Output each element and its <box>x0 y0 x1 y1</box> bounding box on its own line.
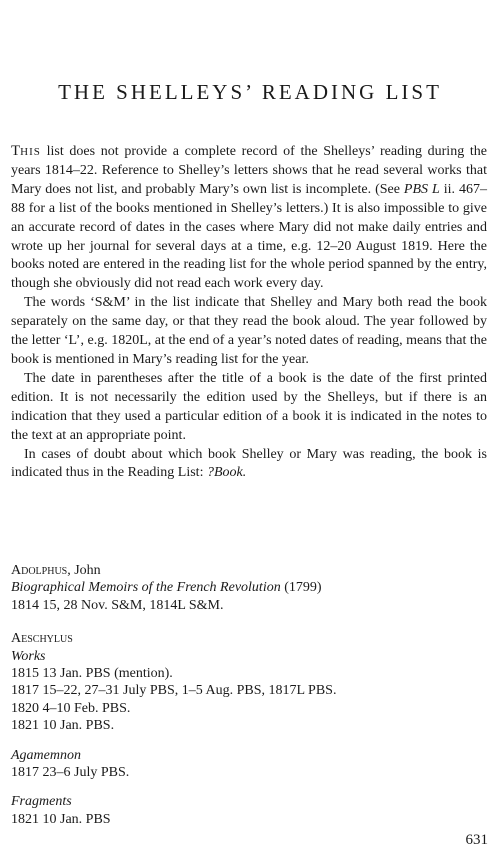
entry-author-given: , John <box>67 563 101 578</box>
intro-paragraph-2: The words ‘S&M’ in the list indicate that Shelley and Mary both read the book separately on the same day, or that they read the book aloud. The year followed by the letter ‘L’, e.g. 1820L, at the end of a year’s noted dates of reading, means that the book is mentioned in Mary’s reading list for the year. <box>11 295 487 367</box>
entry-reading-line: 1821 10 Jan. PBS. <box>11 718 115 734</box>
entry-work-title: Works <box>11 648 46 664</box>
intro-lead-word: THIS <box>11 143 41 159</box>
intro-p4-example: ?Book. <box>206 465 247 481</box>
intro-paragraph-3: The date in parentheses after the title of a book is the date of the first printed edition. It is not necessarily the edition used by the Shelleys, but if there is an indication that they used a particular edition of a book it is indicated in the notes to the text at an appropriate point. <box>11 370 487 443</box>
entry-reading-line: 1817 23–6 July PBS. <box>11 765 130 781</box>
intro-p4-text: In cases of doubt about which book Shelley or Mary was reading, the book is indicated thus in the Reading List: <box>11 446 487 481</box>
introduction <box>11 142 487 483</box>
entry-work-title: Agamemnon <box>11 747 81 763</box>
page-number: 631 <box>465 832 488 848</box>
intro-paragraph-4 <box>11 446 487 484</box>
entry-reading-line: 1815 13 Jan. PBS (mention). <box>11 666 173 682</box>
intro-p1-text-a: list does not provide a complete record of the Shelleys’ reading during the years 1814–22. Reference to Shelley’s letters shows that he read several works that Mary does not list, and probably Mary’s own list is incomplete. (See <box>11 144 487 197</box>
intro-paragraph-1 <box>11 142 487 294</box>
page-title: THE SHELLEYS’ READING LIST <box>58 80 442 104</box>
entry-work-title: Fragments <box>11 794 72 810</box>
entry-adolphus <box>11 562 487 614</box>
reading-list-entries <box>11 562 487 844</box>
entry-reading-line: 1820 4–10 Feb. PBS. <box>11 700 131 716</box>
entry-author: Adolphus <box>11 563 68 578</box>
intro-p1-reference: PBS L <box>403 181 440 197</box>
entry-reading-line: 1821 10 Jan. PBS <box>11 811 111 827</box>
entry-author: Aeschylus <box>11 631 73 647</box>
entry-reading-line: 1817 15–22, 27–31 July PBS, 1–5 Aug. PBS, 1817L PBS. <box>11 683 337 699</box>
entry-reading-line: 1814 15, 28 Nov. S&M, 1814L S&M. <box>11 597 224 613</box>
entry-work-date: (1799) <box>280 580 322 596</box>
entry-aeschylus <box>11 630 487 828</box>
entry-work-title: Biographical Memoirs of the French Revolution <box>11 580 281 596</box>
intro-p1-text-b: ii. 467–88 for a list of the books mentioned in Shelley’s letters.) It is also impossible to give an accurate record of dates in the cases where Mary did not make daily entries and wrote up her journal for several days at a time, e.g. 12–20 August 1819. Here the books noted are entered in the reading list for the whole period spanned by the entry, though she obviously did not read each work every day. <box>11 181 488 292</box>
